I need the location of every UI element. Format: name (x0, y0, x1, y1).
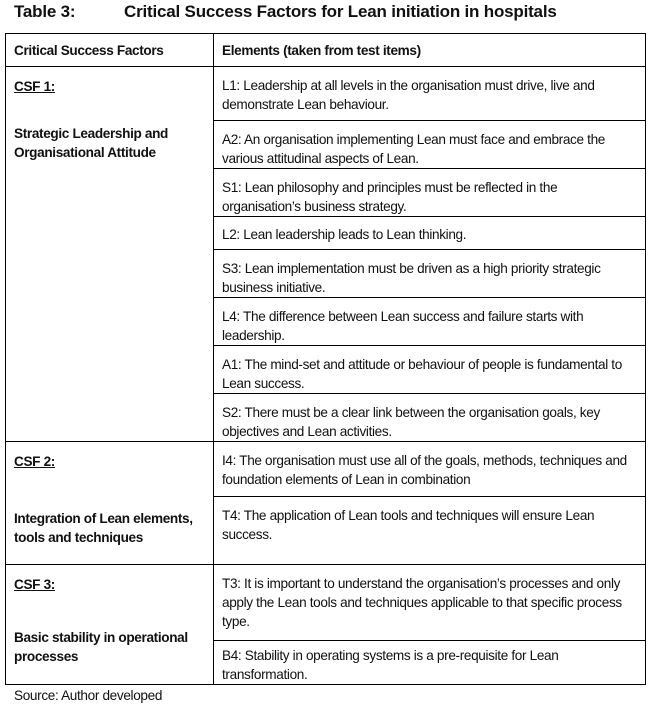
table-title (14, 2, 557, 22)
csf-cell (6, 67, 214, 442)
element-cell: S2: There must be a clear link between the organisation goals, key objectives and Lean activities. (214, 394, 646, 442)
table-row (6, 67, 646, 121)
header-elements: Elements (taken from test items) (214, 34, 646, 67)
element-cell: L2: Lean leadership leads to Lean thinking. (214, 217, 646, 250)
element-cell: I4: The organisation must use all of the goals, methods, techniques and foundation elements of Lean in combination (214, 442, 646, 497)
element-cell: A2: An organisation implementing Lean must face and embrace the various attitudinal aspects of Lean. (214, 121, 646, 169)
element-cell: T4: The application of Lean tools and techniques will ensure Lean success. (214, 497, 646, 565)
csf-id: CSF 3: (14, 577, 55, 592)
source-note: Source: Author developed (14, 688, 163, 703)
csf-name: Integration of Lean elements, tools and techniques (14, 511, 193, 545)
header-row (6, 34, 646, 67)
csf-table (5, 33, 646, 685)
csf-cell (6, 442, 214, 565)
csf-cell (6, 565, 214, 685)
table-row (6, 442, 646, 497)
csf-name: Basic stability in operational processes (14, 630, 188, 664)
element-cell: T3: It is important to understand the organisation’s processes and only apply the Lean tools and techniques applicable to that specific process type. (214, 565, 646, 641)
header-csf: Critical Success Factors (6, 34, 214, 67)
element-cell: B4: Stability in operating systems is a pre-requisite for Lean transformation. (214, 641, 646, 685)
element-cell: L4: The difference between Lean success and failure starts with leadership. (214, 298, 646, 346)
csf-id: CSF 1: (14, 79, 55, 94)
csf-name: Strategic Leadership and Organisational Attitude (14, 126, 169, 160)
table-caption: Critical Success Factors for Lean initiation in hospitals (124, 2, 557, 21)
element-cell: A1: The mind-set and attitude or behaviour of people is fundamental to Lean success. (214, 346, 646, 394)
element-cell: L1: Leadership at all levels in the organisation must drive, live and demonstrate Lean behaviour. (214, 67, 646, 121)
element-cell: S1: Lean philosophy and principles must be reflected in the organisation’s business strategy. (214, 169, 646, 217)
csf-id: CSF 2: (14, 454, 55, 469)
table-number: Table 3: (14, 2, 76, 21)
element-cell: S3: Lean implementation must be driven as a high priority strategic business initiative. (214, 250, 646, 298)
table-row (6, 565, 646, 641)
